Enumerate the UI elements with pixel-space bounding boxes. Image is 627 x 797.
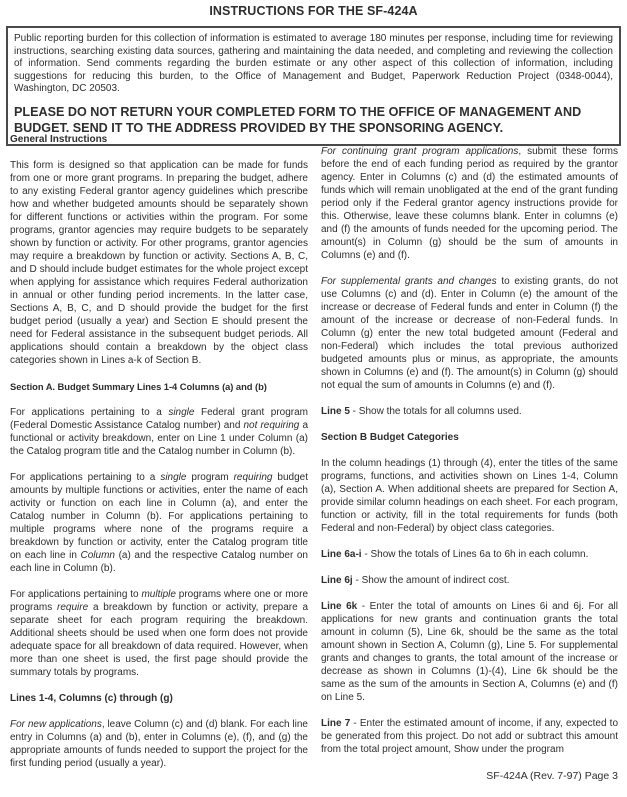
page-title: INSTRUCTIONS FOR THE SF-424A: [209, 4, 418, 18]
paragraph-single-program-requiring: For applications pertaining to a single program requiring budget amounts by multiple functions or activities, enter the name of each activity or function on each line in Column (a), and enter the Catalog number in Column (b). For applications pertaining to multiple programs where none of the programs require a breakdown by function or activity, enter the Catalog program title on each line in Column (a) and the respective Catalog number on each line in Column (b).: [10, 472, 309, 574]
burden-paragraph: Public reporting burden for this collection of information is estimated to average 180 minutes per response, including time for reviewing instructions, searching existing data sources, gathering and maintaining the data needed, and completing and reviewing the collection of information. Send comments regarding the burden estimate or any other aspect of this collection of information, including suggestions for reducing this burden, to the Office of Management and Budget, Paperwork Reduction Project (0348-0044), Washington, DC 20503.: [14, 33, 613, 95]
do-not-return-warning: PLEASE DO NOT RETURN YOUR COMPLETED FORM TO THE OFFICE OF MANAGEMENT AND BUDGET. SEND IT TO THE ADDRESS PROVIDED BY THE SPONSORING AGENCY.: [14, 104, 582, 135]
section-a-heading: Section A. Budget Summary Lines 1-4 Columns (a) and (b): [10, 381, 267, 392]
general-instructions-heading: General Instructions: [10, 134, 108, 145]
burden-notice-box: [6, 26, 621, 146]
lines-1-4-heading: Lines 1-4, Columns (c) through (g): [10, 693, 173, 704]
paragraph-single-program: For applications pertaining to a single Federal grant program (Federal Domestic Assistance Catalog number) and not requiring a functional or activity breakdown, enter on Line 1 under Column (a) the Catalog program title and the Catalog number in Column (b).: [10, 407, 308, 457]
page-footer: SF-424A (Rev. 7-97) Page 3: [486, 770, 618, 782]
paragraph-continuing-grants: For continuing grant program applications, submit these forms before the end of each funding period as required by the grantor agency. Enter in Columns (c) and (d) the estimated amounts of funds which will remain unobligated at the end of the grant funding period only if the Federal grantor agency instructions provide for this. Otherwise, leave these columns blank. Enter in columns (e) and (f) the amounts of funds needed for the upcoming period. The amount(s) in Column (g) should be the sum of amounts in Columns (e) and (f).: [321, 146, 618, 261]
line-6a-i-instruction: Line 6a-i - Show the totals of Lines 6a to 6h in each column.: [321, 549, 589, 560]
line-6k-instruction: Line 6k - Enter the total of amounts on Lines 6i and 6j. For all applications for new grants and continuation grants the total amount in column (5), Line 6k, should be the same as the total amount shown in Section A, Column (g), Line 5. For supplemental grants and changes to grants, the total amount of the increase or decrease as shown in Columns (1)-(4), Line 6k should be the same as the sum of the amounts in Section A, Columns (e) and (f) on Line 5.: [321, 601, 618, 703]
line-6j-instruction: Line 6j - Show the amount of indirect cost.: [321, 575, 510, 586]
section-b-heading: Section B Budget Categories: [321, 432, 459, 443]
section-b-paragraph: In the column headings (1) through (4), enter the titles of the same programs, functions, and activities shown on Lines 1-4, Column (a), Section A. When additional sheets are prepared for Section A, provide similar column headings on each sheet. For each program, function or activity, fill in the total requirements for funds (both Federal and non-Federal) by object class categories.: [321, 458, 618, 534]
left-column: [10, 133, 308, 783]
paragraph-new-applications: For new applications, leave Column (c) and (d) blank. For each line entry in Columns (a) and (b), enter in Columns (e), (f), and (g) the appropriate amounts of funds needed to support the project for the first funding period (usually a year).: [10, 719, 308, 769]
general-instructions-paragraph: This form is designed so that application can be made for funds from one or more grant programs. In preparing the budget, adhere to any existing Federal grantor agency guidelines which prescribe how and whether budgeted amounts should be separately shown for different functions or activities within the program. For some programs, grantor agencies may require budgets to be separately shown by function or activity. For other programs, grantor agencies may require a breakdown by function or activity. Sections A, B, C, and D should include budget estimates for the whole project except when applying for assistance which requires Federal authorization in annual or other funding period increments. In the latter case, Sections A, B, C, and D should provide the budget for the first budget period (usually a year) and Section E should present the need for Federal assistance in the subsequent budget periods. All applications should contain a breakdown by the object class categories shown in Lines a-k of Section B.: [10, 160, 308, 366]
paragraph-supplemental-grants: For supplemental grants and changes to existing grants, do not use Columns (c) and (d). Enter in Column (e) the amount of the increase or decrease of Federal funds and enter in Column (f) the amount of the increase or decrease of non-Federal funds. In Column (g) enter the new total budgeted amount (Federal and non-Federal) which includes the total previous authorized budgeted amounts plus or minus, as appropriate, the amounts shown in Columns (e) and (f). The amount(s) in Column (g) should not equal the sum of amounts in Columns (e) and (f).: [321, 276, 618, 391]
line-5-instruction: Line 5 - Show the totals for all columns used.: [321, 406, 522, 417]
right-column: [321, 145, 618, 769]
paragraph-multiple-programs: For applications pertaining to multiple programs where one or more programs require a breakdown by function or activity, prepare a separate sheet for each program requiring the breakdown. Additional sheets should be used when one form does not provide adequate space for all breakdown of data required. However, when more than one sheet is used, the first page should provide the summary totals by programs.: [10, 589, 308, 678]
line-7-instruction: Line 7 - Enter the estimated amount of income, if any, expected to be generated from this project. Do not add or subtract this amount from the total project amount, Show under the program: [321, 718, 619, 755]
